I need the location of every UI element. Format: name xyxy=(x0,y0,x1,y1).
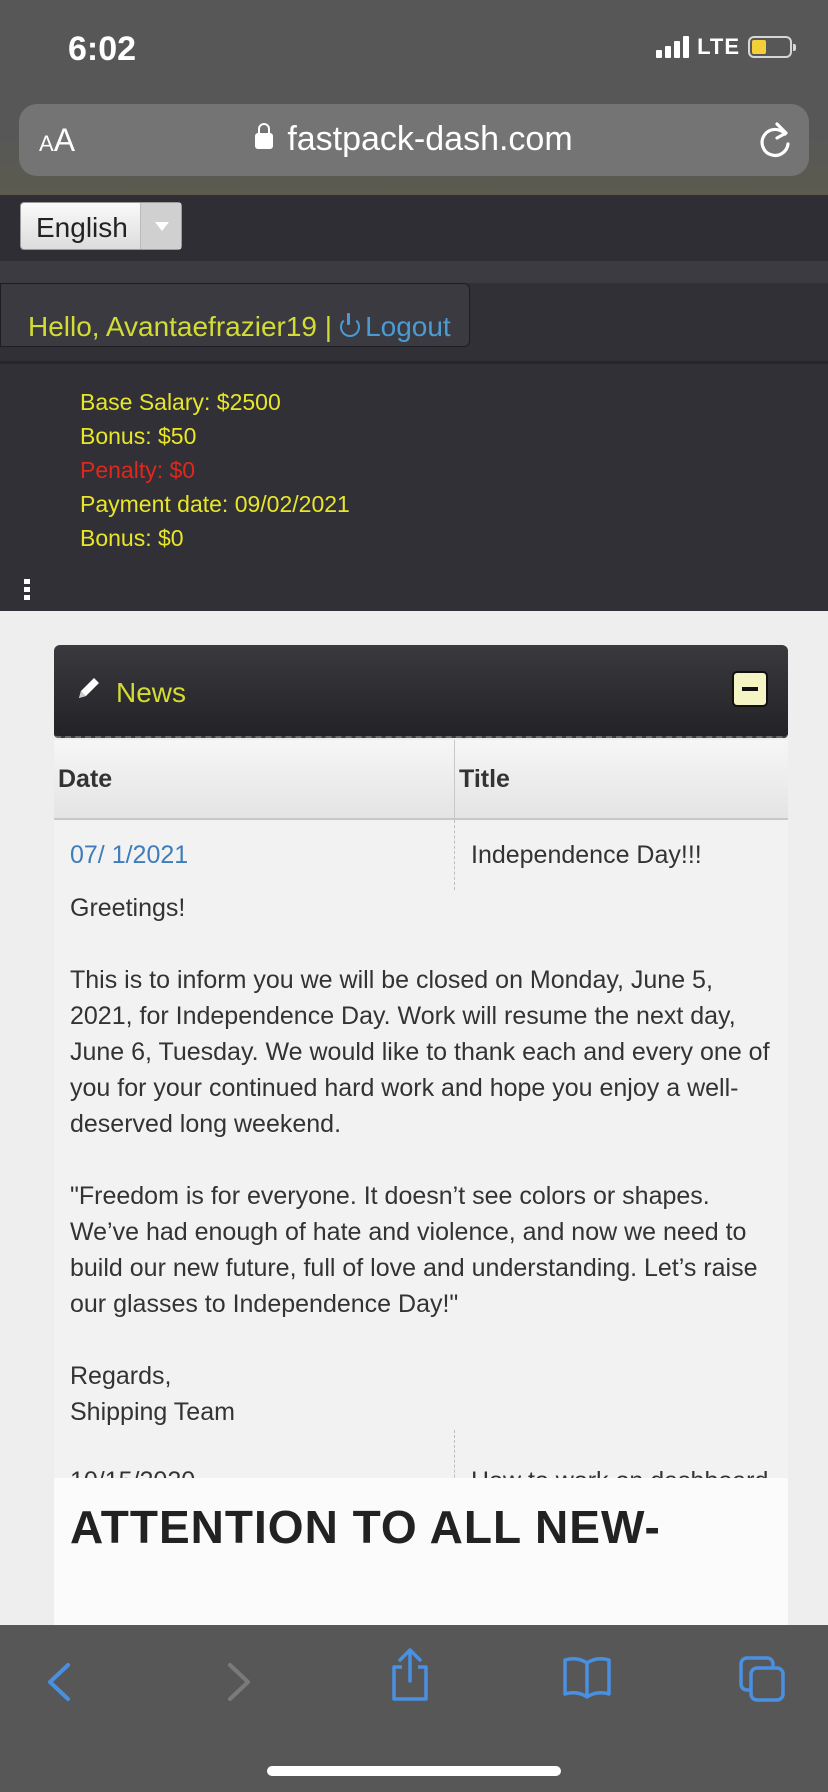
language-selected: English xyxy=(36,212,128,243)
user-header xyxy=(0,261,828,611)
power-icon[interactable] xyxy=(340,317,360,337)
body-quote: "Freedom is for everyone. It doesn’t see colors or shapes. We’ve had enough of hate and violence, and now we need to build our new future, full of love and understanding. Let’s raise our glasses to Independence Day!" xyxy=(70,1182,758,1318)
text-size-button[interactable]: AA xyxy=(39,122,76,158)
url-text[interactable]: fastpack-dash.com xyxy=(19,120,809,159)
logout-link[interactable]: Logout xyxy=(365,311,451,342)
body-greeting: Greetings! xyxy=(70,894,186,922)
network-type: LTE xyxy=(697,34,740,59)
main-content xyxy=(0,611,828,1625)
body-paragraph: This is to inform you we will be closed on Monday, June 5, 2021, for Independence Day. Work will resume the next day, June 6, Tuesday. We would like to thank each and every one of you for your continued hard work and hope you enjoy a well-deserved long weekend. xyxy=(70,966,770,1138)
table-row[interactable] xyxy=(54,819,788,890)
reload-icon[interactable] xyxy=(757,120,793,165)
bookmarks-icon[interactable] xyxy=(562,1655,612,1704)
address-bar[interactable] xyxy=(19,104,809,176)
news-table xyxy=(54,740,788,1532)
language-bar xyxy=(0,195,828,261)
news-body-row xyxy=(54,890,788,1430)
back-icon[interactable] xyxy=(40,1657,80,1712)
greeting-separator: | xyxy=(324,311,333,342)
column-header-date[interactable]: Date xyxy=(54,740,455,819)
bonus: Bonus: $50 xyxy=(80,423,197,449)
language-select[interactable] xyxy=(20,202,182,250)
status-time: 6:02 xyxy=(68,30,137,68)
forward-icon[interactable] xyxy=(218,1657,258,1712)
pencil-icon xyxy=(76,675,102,706)
news-title: News xyxy=(116,677,187,708)
news-title-cell[interactable]: Independence Day!!! xyxy=(455,819,789,890)
browser-chrome xyxy=(0,0,828,195)
news-body xyxy=(54,890,788,1430)
chevron-down-icon[interactable] xyxy=(140,203,181,249)
column-header-title[interactable]: Title xyxy=(455,740,789,819)
bonus-secondary: Bonus: $0 xyxy=(80,525,184,551)
body-signature: Shipping Team xyxy=(70,1398,235,1426)
salary-info xyxy=(80,385,350,555)
lock-icon xyxy=(255,133,273,149)
article-heading: ATTENTION TO ALL NEW- xyxy=(54,1478,788,1625)
tabs-icon[interactable] xyxy=(738,1655,786,1708)
greeting xyxy=(28,311,451,343)
home-indicator[interactable] xyxy=(267,1766,561,1776)
share-icon[interactable] xyxy=(388,1647,432,1708)
base-salary: Base Salary: $2500 xyxy=(80,389,281,415)
menu-dots-icon[interactable] xyxy=(24,579,30,603)
cellular-signal-icon xyxy=(656,36,689,58)
penalty: Penalty: $0 xyxy=(80,457,196,483)
news-date-link[interactable]: 07/ 1/2021 xyxy=(70,840,189,869)
collapse-button[interactable] xyxy=(732,671,768,707)
news-panel-header xyxy=(54,645,788,738)
payment-date: Payment date: 09/02/2021 xyxy=(80,491,350,517)
body-regards: Regards, xyxy=(70,1362,172,1390)
battery-icon xyxy=(748,36,792,58)
status-indicators xyxy=(656,34,792,60)
greeting-text: Hello, Avantaefrazier19 xyxy=(28,311,317,342)
